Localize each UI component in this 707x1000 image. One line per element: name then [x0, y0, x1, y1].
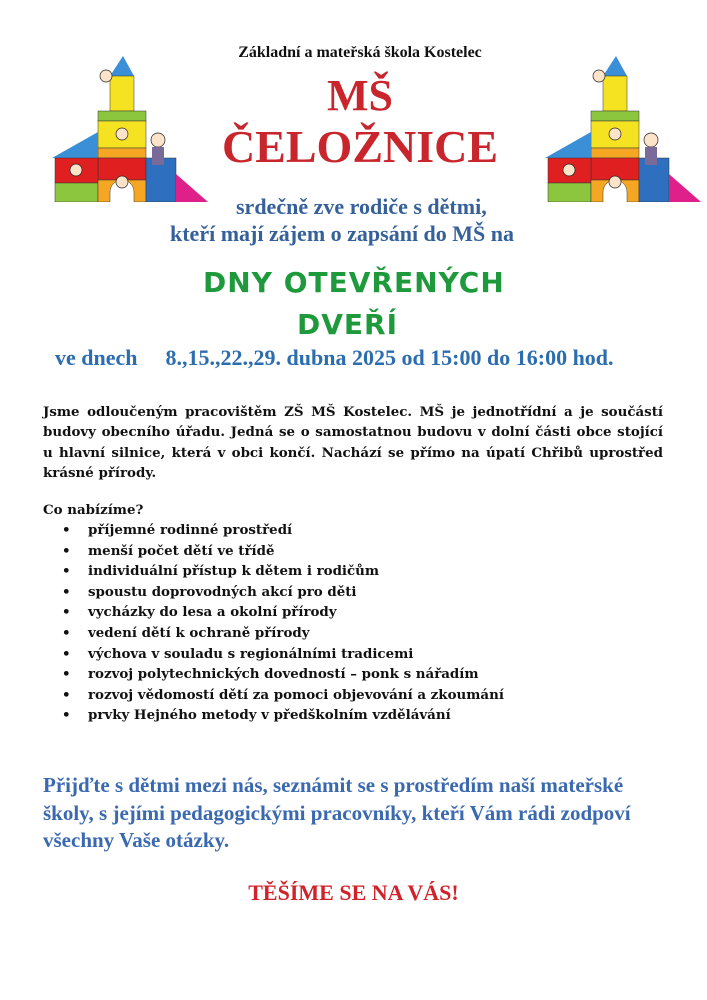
- list-item: • příjemné rodinné prostředí: [62, 520, 504, 541]
- about-paragraph: Jsme odloučeným pracovištěm ZŠ MŠ Kostelec. MŠ je jednotřídní a je součástí budovy obecního úřadu. Jedná se o samostatnou budovu v dolní části obce stojící u hlavní silnice, která v obci končí. Nachází se přímo na úpatí Chřibů uprostřed krásné přírody.: [43, 404, 663, 481]
- offer-list: [62, 520, 504, 726]
- list-item: • vycházky do lesa a okolní přírody: [62, 602, 504, 623]
- toy-blocks-illustration-right: [543, 54, 703, 202]
- dates-label: ve dnech: [55, 345, 138, 370]
- invitation-line1: srdečně zve rodiče s dětmi,: [236, 194, 487, 219]
- list-item: • rozvoj polytechnických dovedností – ponk s nářadím: [62, 664, 504, 685]
- list-item: • výchova v souladu s regionálními tradicemi: [62, 644, 504, 665]
- list-item: • spoustu doprovodných akcí pro děti: [62, 582, 504, 603]
- event-dates: [55, 345, 614, 371]
- dates-value: 8.,15.,22.,29. dubna 2025 od 15:00 do 16:00 hod.: [165, 345, 614, 370]
- event-title-line2: DVEŘÍ: [297, 308, 399, 341]
- invitation-line2: kteří mají zájem o zapsání do MŠ na: [170, 221, 515, 246]
- farewell: TĚŠÍME SE NA VÁS!: [248, 880, 459, 905]
- offer-heading: Co nabízíme?: [43, 502, 144, 518]
- title-line1: MŠ: [327, 71, 393, 120]
- list-item: • vedení dětí k ochraně přírody: [62, 623, 504, 644]
- list-item: • rozvoj vědomostí dětí za pomoci objevování a zkoumání: [62, 685, 504, 706]
- list-item: • prvky Hejného metody v předškolním vzdělávání: [62, 705, 504, 726]
- list-item: • individuální přístup k dětem i rodičům: [62, 561, 504, 582]
- event-title-line1: DNY OTEVŘENÝCH: [203, 266, 505, 299]
- school-name: Základní a mateřská škola Kostelec: [238, 44, 482, 61]
- closing-paragraph: Přijďte s dětmi mezi nás, seznámit se s prostředím naší mateřské školy, s jejími pedagogickými pracovníky, kteří Vám rádi zodpoví všechny Vaše otázky.: [43, 773, 631, 852]
- list-item: • menší počet dětí ve třídě: [62, 541, 504, 562]
- title-line2: ČELOŽNICE: [221, 121, 499, 172]
